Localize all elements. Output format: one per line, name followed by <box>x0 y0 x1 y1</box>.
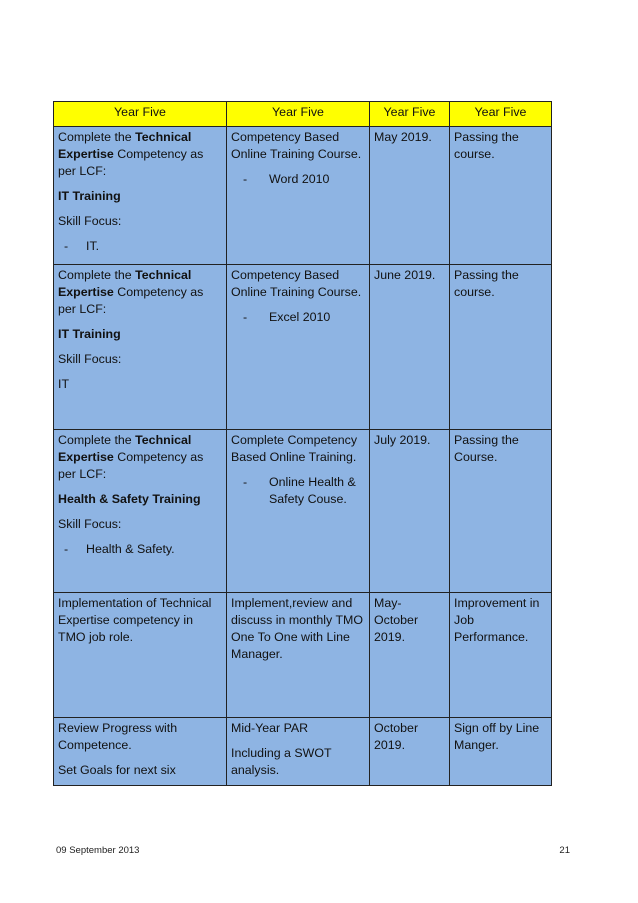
method-cell <box>227 265 370 430</box>
training-title: Health & Safety Training <box>58 492 201 506</box>
method-cell <box>227 430 370 593</box>
method-text: Including a SWOT analysis. <box>231 746 332 777</box>
column-header: Year Five <box>227 102 370 127</box>
objective-text: Complete the Technical Expertise Competency as per LCF: <box>58 268 204 316</box>
bullet-item: - Excel 2010 <box>243 310 331 324</box>
measure-cell: Passing the Course. <box>450 430 552 593</box>
objective-cell <box>54 127 227 265</box>
measure-cell: Passing the course. <box>450 127 552 265</box>
table-row <box>54 593 552 718</box>
date-cell: July 2019. <box>370 430 450 593</box>
method-text: Mid-Year PAR <box>231 721 309 735</box>
objective-text: Complete the Technical Expertise Competency as per LCF: <box>58 433 204 481</box>
table-row <box>54 265 552 430</box>
training-title: IT Training <box>58 189 121 203</box>
page-number: 21 <box>559 845 570 856</box>
column-header: Year Five <box>450 102 552 127</box>
date-cell: May 2019. <box>370 127 450 265</box>
objective-cell <box>54 265 227 430</box>
method-cell: Implement,review and discuss in monthly TMO One To One with Line Manager. <box>227 593 370 718</box>
method-text: Competency Based Online Training Course. <box>231 268 362 299</box>
skill-item: IT <box>58 377 70 391</box>
training-title: IT Training <box>58 327 121 341</box>
column-header: Year Five <box>370 102 450 127</box>
measure-cell: Sign off by Line Manger. <box>450 718 552 786</box>
date-cell: October 2019. <box>370 718 450 786</box>
skill-focus-label: Skill Focus: <box>58 214 122 228</box>
table-row <box>54 718 552 786</box>
method-cell <box>227 718 370 786</box>
skill-focus-label: Skill Focus: <box>58 352 122 366</box>
development-plan-table <box>53 101 552 786</box>
measure-cell: Passing the course. <box>450 265 552 430</box>
objective-text: Set Goals for next six <box>58 763 176 777</box>
objective-cell <box>54 430 227 593</box>
bullet-item: - Health & Safety. <box>64 542 175 556</box>
objective-cell <box>54 718 227 786</box>
footer-date: 09 September 2013 <box>56 845 140 856</box>
table-header-row <box>54 102 552 127</box>
bullet-item: - IT. <box>64 239 100 253</box>
objective-text: Complete the Technical Expertise Competency as per LCF: <box>58 130 204 178</box>
objective-cell: Implementation of Technical Expertise competency in TMO job role. <box>54 593 227 718</box>
table-row <box>54 430 552 593</box>
bullet-item: - Online Health & Safety Couse. <box>243 475 356 506</box>
date-cell: June 2019. <box>370 265 450 430</box>
measure-cell: Improvement in Job Performance. <box>450 593 552 718</box>
method-text: Competency Based Online Training Course. <box>231 130 362 161</box>
column-header: Year Five <box>54 102 227 127</box>
method-text: Complete Competency Based Online Training. <box>231 433 358 464</box>
bullet-item: - Word 2010 <box>243 172 330 186</box>
date-cell: May-October 2019. <box>370 593 450 718</box>
objective-text: Review Progress with Competence. <box>58 721 178 752</box>
table-row <box>54 127 552 265</box>
method-cell <box>227 127 370 265</box>
skill-focus-label: Skill Focus: <box>58 517 122 531</box>
